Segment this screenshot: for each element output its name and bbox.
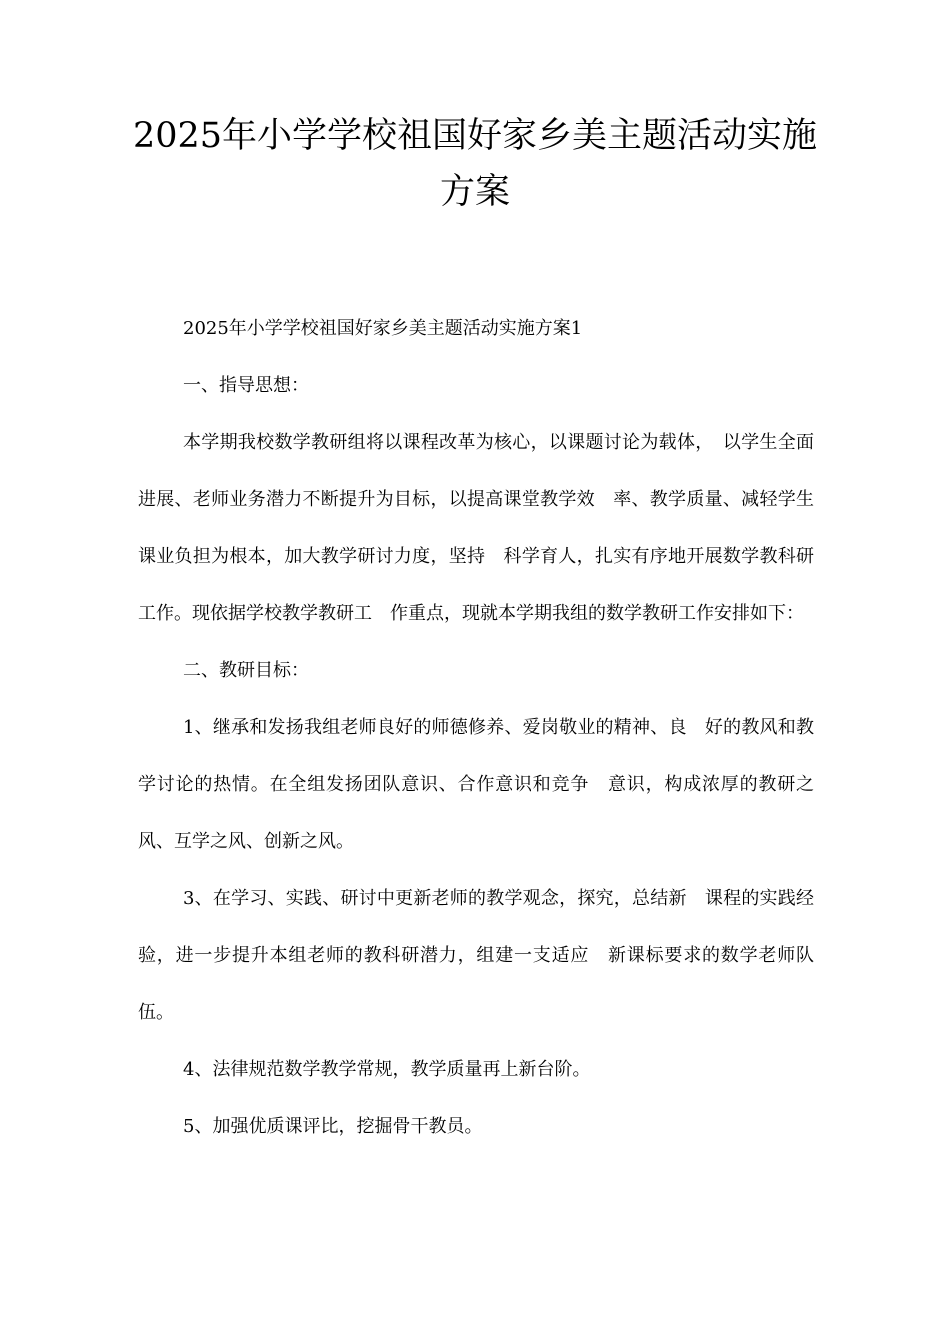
paragraph-goal-5: 5、加强优质课评比，挖掘骨干教员。 (183, 1116, 483, 1137)
paragraph-heading-guiding-thought: 一、指导思想： (183, 375, 309, 396)
paragraph-goal-3: 3、在学习、实践、研讨中更新老师的教学观念，探究，总结新 课程的实践经验，进一步提升本组老师的教科研潜力，组建一支适应 新课标要求的数学老师队伍。 (138, 888, 814, 1023)
paragraph-heading-research-goals: 二、教研目标： (183, 660, 309, 681)
document-title: 2025年小学学校祖国好家乡美主题活动实施方案 (132, 116, 818, 212)
document-body (138, 300, 814, 1155)
paragraph-goal-1: 1、继承和发扬我组老师良好的师德修养、爱岗敬业的精神、良 好的教风和教学讨论的热情。在全组发扬团队意识、合作意识和竞争 意识，构成浓厚的教研之风、互学之风、创新之风。 (138, 717, 814, 852)
paragraph-goal-4: 4、法律规范数学教学常规，教学质量再上新台阶。 (183, 1059, 591, 1080)
paragraph-guiding-thought: 本学期我校数学教研组将以课程改革为核心，以课题讨论为载体， 以学生全面进展、老师业务潜力不断提升为目标，以提高课堂教学效 率、教学质量、减轻学生课业负担为根本，加大教学研讨力度，坚持 科学育人，扎实有序地开展数学教科研工作。现依据学校教学教研工 作重点，现就本学期我组的数学教研工作安排如下： (138, 432, 814, 624)
paragraph-subtitle: 2025年小学学校祖国好家乡美主题活动实施方案1 (183, 318, 583, 339)
